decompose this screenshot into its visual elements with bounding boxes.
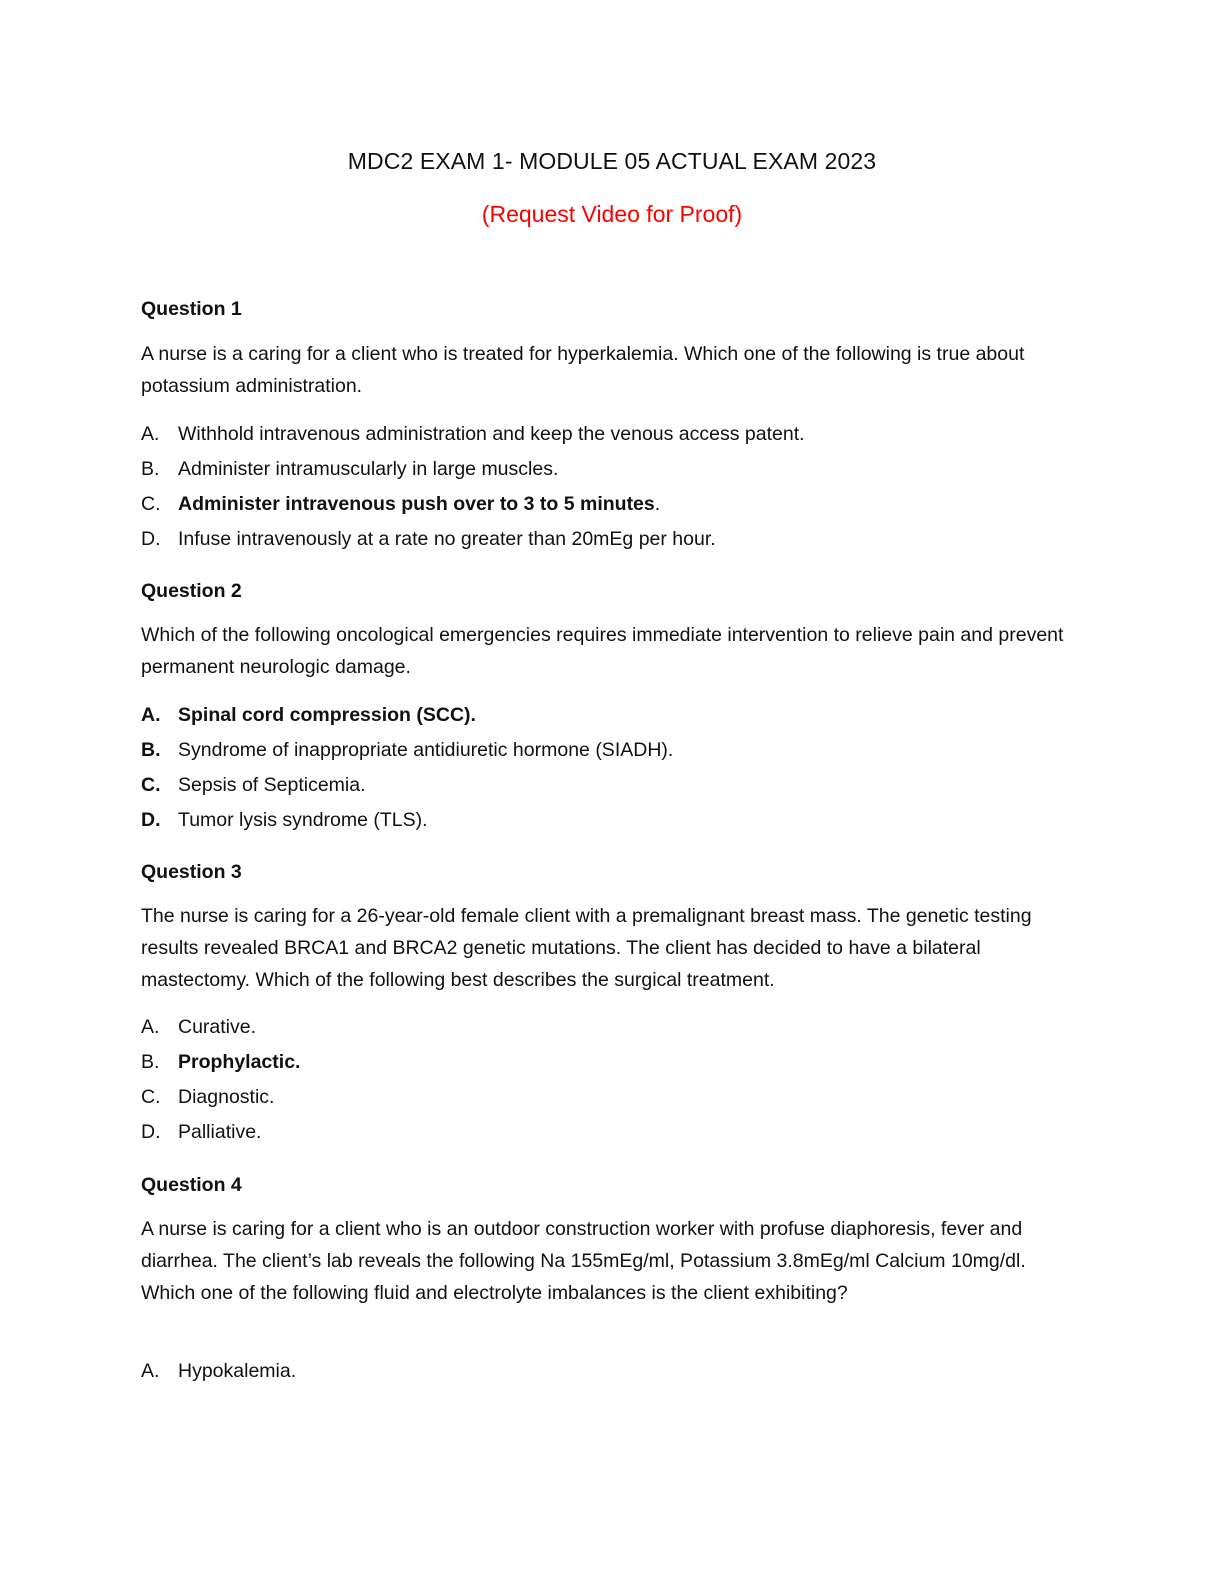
option-text: Sepsis of Septicemia. — [178, 774, 366, 796]
option-letter: A. — [141, 1016, 160, 1038]
option-letter: B. — [141, 458, 160, 480]
option-text: Hypokalemia. — [178, 1360, 297, 1382]
question-2-option-b — [141, 739, 673, 762]
option-letter: A. — [141, 423, 160, 445]
option-text: Diagnostic. — [178, 1086, 275, 1108]
question-1-option-b — [141, 458, 558, 481]
question-3-heading: Question 3 — [141, 861, 242, 883]
option-letter: A. — [141, 704, 161, 726]
question-1-option-c — [141, 493, 660, 516]
question-2-option-a — [141, 704, 476, 727]
option-text-answer: Spinal cord compression (SCC). — [178, 704, 476, 726]
question-3-option-c — [141, 1086, 274, 1109]
question-2-option-d — [141, 809, 428, 832]
option-text: Tumor lysis syndrome (TLS). — [178, 809, 428, 831]
question-3-option-b — [141, 1051, 300, 1074]
option-suffix: . — [654, 493, 661, 515]
option-text: Infuse intravenously at a rate no greater than 20mEg per hour. — [178, 528, 716, 550]
option-letter: C. — [141, 493, 161, 515]
question-1-option-d — [141, 528, 716, 551]
option-letter: C. — [141, 774, 161, 796]
option-text: Administer intramuscularly in large muscles. — [178, 458, 559, 480]
document-title: MDC2 EXAM 1- MODULE 05 ACTUAL EXAM 2023 — [347, 148, 877, 174]
option-text: Syndrome of inappropriate antidiuretic hormone (SIADH). — [178, 739, 674, 761]
option-letter: D. — [141, 1121, 161, 1143]
question-1-heading: Question 1 — [141, 298, 242, 320]
option-letter: C. — [141, 1086, 161, 1108]
question-2-heading: Question 2 — [141, 580, 242, 602]
option-text: Withhold intravenous administration and keep the venous access patent. — [178, 423, 805, 445]
question-3-option-d — [141, 1121, 261, 1144]
question-2-option-c — [141, 774, 366, 797]
document-subtitle: (Request Video for Proof) — [481, 201, 743, 227]
option-letter: D. — [141, 809, 161, 831]
question-4-text: A nurse is caring for a client who is an outdoor construction worker with profuse diaphoresis, fever and diarrhea. The client’s lab reveals the following Na 155mEg/ml, Potassium 3.8mEg/ml Calcium 10mg/dl. Which one of the following fluid and electrolyte imbalances is the client exhibiting? — [141, 1218, 1026, 1304]
question-1-option-a — [141, 423, 805, 446]
question-1-text: A nurse is a caring for a client who is treated for hyperkalemia. Which one of the following is true about potassium administration. — [141, 343, 1025, 397]
option-text-answer: Prophylactic. — [178, 1051, 301, 1073]
question-3-option-a — [141, 1016, 256, 1039]
option-letter: B. — [141, 1051, 160, 1073]
question-3-text: The nurse is caring for a 26-year-old female client with a premalignant breast mass. The genetic testing results revealed BRCA1 and BRCA2 genetic mutations. The client has decided to have a bilateral mastectomy. Which of the following best describes the surgical treatment. — [141, 905, 1032, 991]
option-text: Palliative. — [178, 1121, 262, 1143]
option-letter: A. — [141, 1360, 160, 1382]
option-letter: D. — [141, 528, 161, 550]
option-text: Curative. — [178, 1016, 257, 1038]
question-4-option-a — [141, 1360, 296, 1383]
question-2-text: Which of the following oncological emergencies requires immediate intervention to relieve pain and prevent permanent neurologic damage. — [141, 624, 1064, 678]
question-4-heading: Question 4 — [141, 1174, 242, 1196]
option-text-answer: Administer intravenous push over to 3 to 5 minutes — [178, 493, 655, 515]
option-letter: B. — [141, 739, 161, 761]
